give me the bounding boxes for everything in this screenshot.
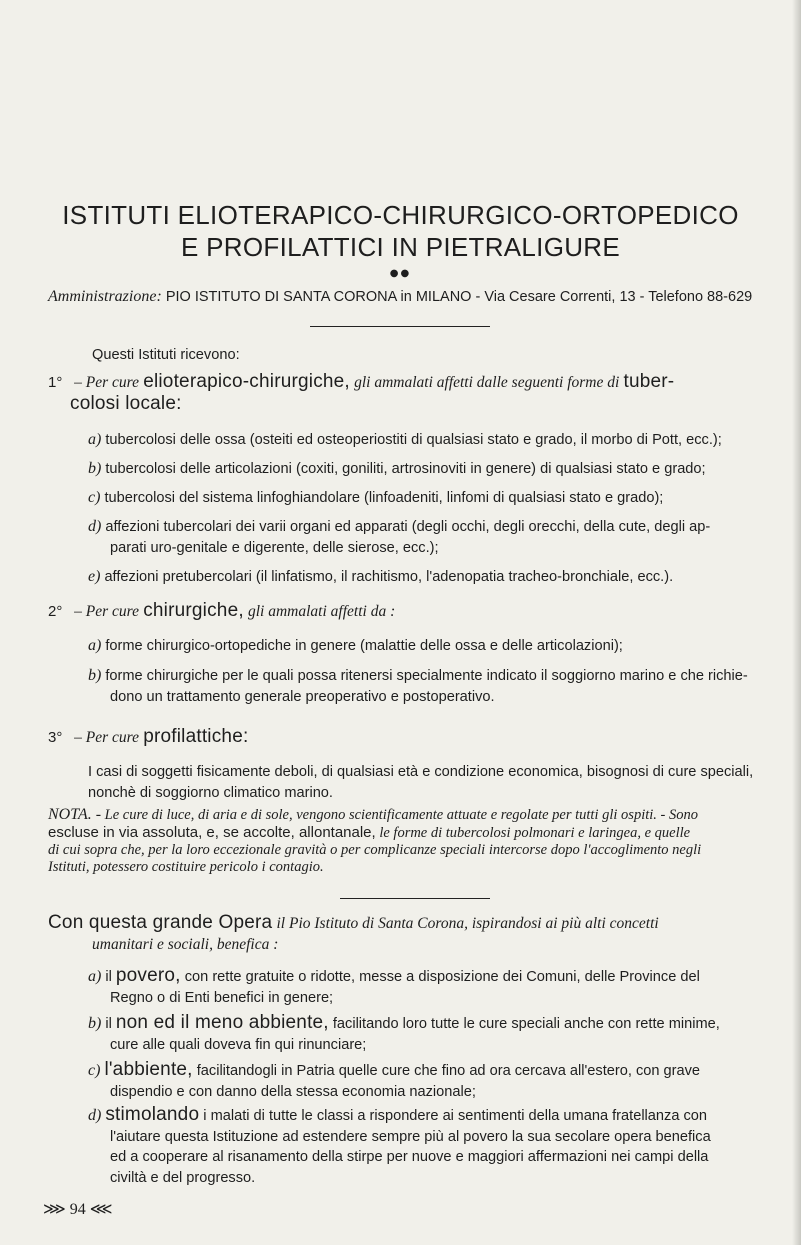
- section-3-paragraph: [88, 762, 768, 803]
- section-3-heading: [48, 726, 770, 748]
- list-item: [88, 459, 768, 480]
- section-1-line2-text: colosi locale:: [70, 393, 182, 414]
- item-text-cont: cure alle quali doveva fin qui rinunciare;: [110, 1036, 367, 1053]
- item-letter: d): [88, 518, 102, 535]
- item-letter: a): [88, 968, 102, 985]
- section-1-tail: tuber-: [623, 371, 675, 392]
- item-text: tubercolosi delle articolazioni (coxiti, goniliti, artrosinoviti in genere) di qualsiasi stato e grado;: [105, 461, 706, 477]
- item-text: facilitando loro tutte le cure speciali anche con rette minime,: [332, 1016, 720, 1032]
- item-text: tubercolosi del sistema linfoghiandolare (linfoadeniti, linfomi di qualsiasi stato e grado);: [104, 490, 664, 506]
- item-letter: c): [88, 1062, 101, 1079]
- item-pre: il: [105, 1016, 112, 1032]
- item-keyword: stimolando: [105, 1104, 200, 1125]
- ornament-dots: ●●: [389, 268, 412, 279]
- list-item: [88, 430, 768, 451]
- nota-block: [48, 806, 770, 876]
- section-2-number: 2°: [48, 603, 63, 620]
- section-2-desc: gli ammalati affetti da :: [248, 603, 396, 620]
- section-1-lead: – Per cure: [74, 374, 140, 391]
- nota-label: NOTA. -: [48, 806, 102, 823]
- opera-heading: [48, 912, 770, 934]
- section-1-line2: [70, 393, 792, 415]
- item-pre: il: [105, 969, 112, 985]
- list-item: [88, 1013, 768, 1055]
- section-3-keyword: profilattiche:: [143, 726, 249, 747]
- section-1-number: 1°: [48, 374, 63, 391]
- item-letter: a): [88, 431, 102, 448]
- nota-line1: Le cure di luce, di aria e di sole, vengono scientificamente attuate e regolate per tutti gli ospiti. - Sono: [104, 807, 698, 823]
- item-text: forme chirurgico-ortopediche in genere (malattie delle ossa e delle articolazioni);: [105, 638, 623, 654]
- nota-line3: di cui sopra che, per la loro eccezionale gravità o per complicanze speciali intercorse dopo l'accoglimento negli: [48, 842, 702, 858]
- paragraph-line: I casi di soggetti fisicamente deboli, di qualsiasi età e condizione economica, bisognosi di cure speciali,: [88, 764, 754, 780]
- admin-label: Amministrazione:: [48, 288, 162, 305]
- item-text: i malati di tutte le classi a rispondere ai sentimenti della umana fratellanza con: [203, 1108, 708, 1124]
- nota-line2a: escluse in via assoluta, e, se accolte, allontanale,: [48, 824, 376, 841]
- item-letter: d): [88, 1107, 102, 1124]
- item-text: affezioni pretubercolari (il linfatismo, il rachitismo, l'adenopatia tracheo-bronchiale, ecc.).: [104, 569, 674, 585]
- item-letter: b): [88, 1015, 102, 1032]
- item-text: forme chirurgiche per le quali possa ritenersi specialmente indicato il soggiorno marino e che richie-: [105, 668, 748, 684]
- section-3-lead: – Per cure: [74, 729, 140, 746]
- section-1-desc: gli ammalati affetti dalle seguenti forme di: [354, 374, 620, 391]
- item-keyword: povero,: [115, 965, 181, 986]
- section-2-keyword: chirurgiche,: [143, 600, 244, 621]
- item-text-cont: ed a cooperare al risanamento della stirpe per nuove e maggiori affermazioni nei campi della: [110, 1149, 709, 1165]
- list-item: [88, 636, 768, 657]
- item-text-cont: civiltà e del progresso.: [110, 1169, 256, 1186]
- opera-desc: il Pio Istituto di Santa Corona, ispirandosi ai più alti concetti: [276, 915, 659, 932]
- opera-lead: Con questa grande Opera: [48, 912, 273, 933]
- opera-desc-cont: [92, 934, 801, 955]
- list-item: [88, 488, 768, 509]
- page-subtitle: E PROFILATTICI IN PIETRALIGURE: [180, 232, 621, 262]
- intro-text: Questi Istituti ricevono:: [92, 347, 240, 363]
- section-1-keyword: elioterapico-chirurgiche,: [143, 371, 350, 392]
- item-text: affezioni tubercolari dei varii organi ed apparati (degli occhi, degli orecchi, della cute, degli ap-: [105, 519, 711, 535]
- header-divider: [310, 326, 490, 327]
- list-item: [88, 1105, 768, 1188]
- item-text: con rette gratuite o ridotte, messe a disposizione dei Comuni, delle Province del: [184, 969, 700, 985]
- item-letter: b): [88, 667, 102, 684]
- section-2-lead: – Per cure: [74, 603, 140, 620]
- nota-line4: Istituti, potessero costituire pericolo i contagio.: [48, 859, 324, 875]
- item-keyword: l'abbiente,: [104, 1059, 193, 1080]
- item-text-cont: Regno o di Enti benefici in genere;: [110, 989, 334, 1006]
- page-number: ⋙ 94 ⋘: [43, 1201, 113, 1218]
- item-text: facilitandogli in Patria quelle cure che fino ad ora cercava all'estero, con grave: [196, 1063, 701, 1079]
- item-text-cont: l'aiutare questa Istituzione ad estendere sempre più al povero la sua secolare opera benefica: [110, 1128, 711, 1145]
- list-item: [88, 567, 768, 588]
- item-text: tubercolosi delle ossa (osteiti ed osteoperiostiti di qualsiasi stato e grado, il morbo di Pott, ecc.);: [105, 432, 722, 448]
- item-text-cont: dispendio e con danno della stessa economia nazionale;: [110, 1083, 476, 1100]
- page-title: ISTITUTI ELIOTERAPICO-CHIRURGICO-ORTOPEDICO: [62, 200, 739, 230]
- section-3-number: 3°: [48, 729, 63, 746]
- admin-text: PIO ISTITUTO DI SANTA CORONA in MILANO - Via Cesare Correnti, 13 - Telefono 88-629: [165, 289, 753, 305]
- section-2-heading: [48, 600, 770, 622]
- list-item: [88, 666, 768, 707]
- page-number-value: 94: [69, 1201, 86, 1218]
- list-item: [88, 1060, 768, 1102]
- list-item: [88, 517, 768, 558]
- section-divider: [340, 898, 490, 899]
- item-letter: e): [88, 568, 101, 585]
- item-letter: b): [88, 460, 102, 477]
- opera-desc-line2: umanitari e sociali, benefica :: [92, 936, 279, 953]
- item-text-cont: parati uro-genitale e digerente, delle sierose, ecc.);: [110, 539, 439, 556]
- list-item: [88, 966, 768, 1008]
- paragraph-line: nonchè di soggiorno climatico marino.: [88, 784, 333, 801]
- page-edge-shadow: [792, 0, 801, 1245]
- section-1-heading: [48, 371, 770, 393]
- item-letter: a): [88, 637, 102, 654]
- nota-line2b: le forme di tubercolosi polmonari e laringea, e quelle: [379, 825, 691, 841]
- administration-line: [48, 288, 768, 306]
- item-text-cont: dono un trattamento generale preoperativo e postoperativo.: [110, 688, 495, 705]
- item-keyword: non ed il meno abbiente,: [115, 1012, 329, 1033]
- item-letter: c): [88, 489, 101, 506]
